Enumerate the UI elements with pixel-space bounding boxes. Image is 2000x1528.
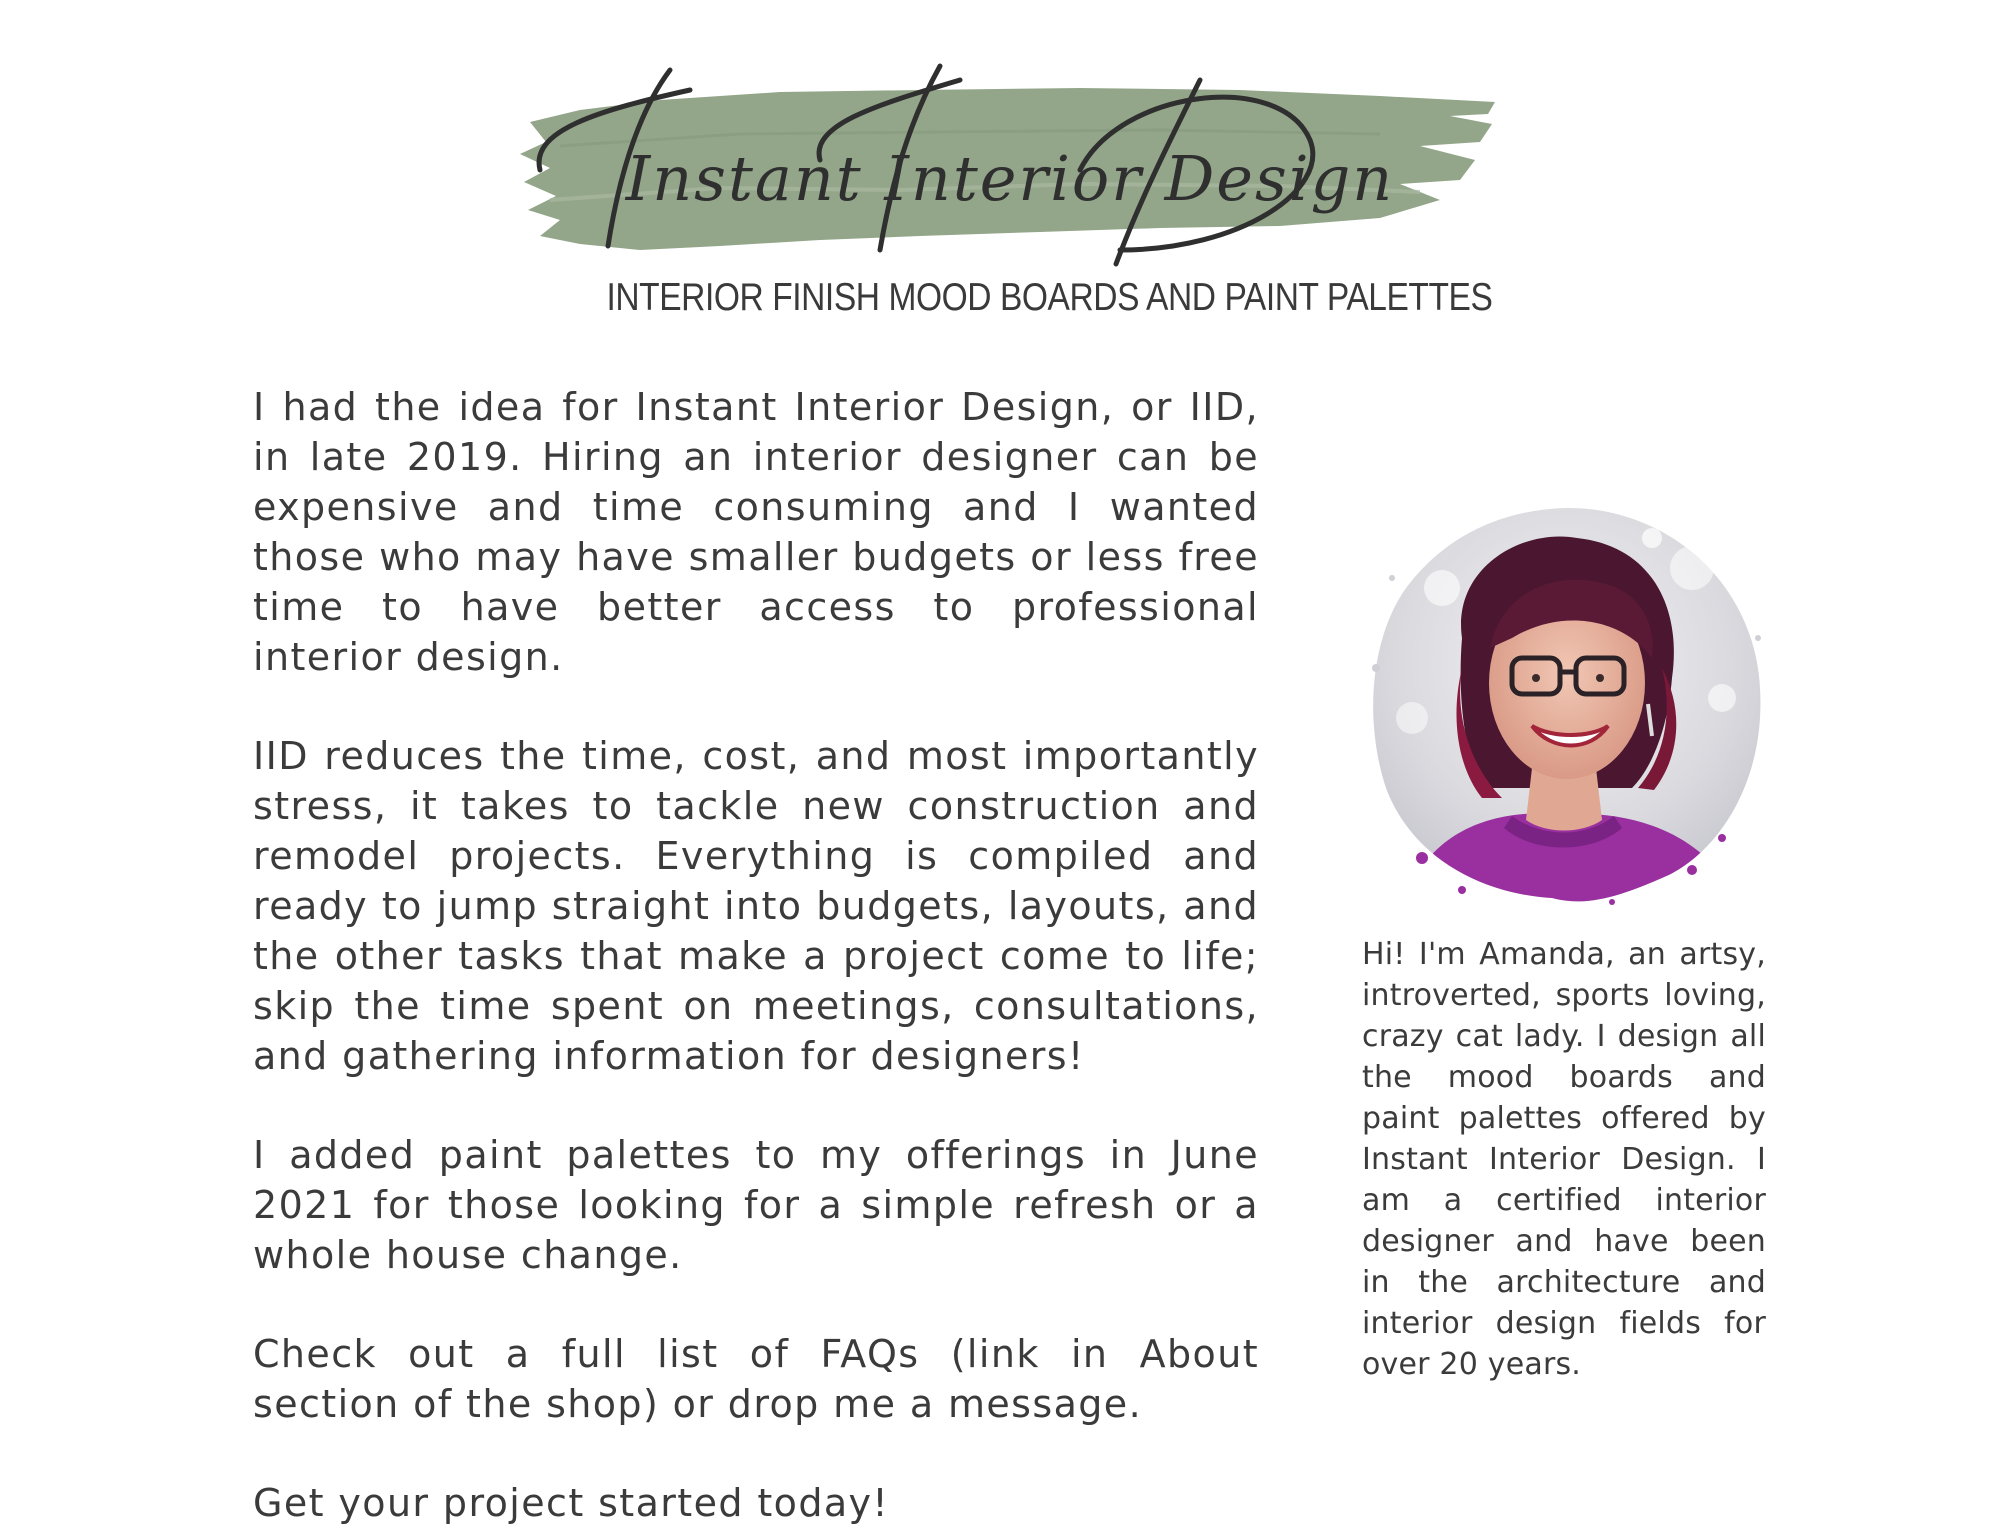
intro-text: [253, 382, 1259, 1528]
profile-photo: [1362, 498, 1768, 910]
intro-paragraph: IID reduces the time, cost, and most importantly stress, it takes to tackle new construction and remodel projects. Everything is compiled and ready to jump straight into budgets, layouts, and the other tasks that make a project come to life; skip the time spent on meetings, consultations, and gathering information for designers!: [253, 734, 1259, 1078]
bio-text: Hi! I'm Amanda, an artsy, introverted, sports loving, crazy cat lady. I design all the mood boards and paint palettes offered by Instant Interior Design. I am a certified interior designer and have been in the architecture and interior design fields for over 20 years.: [1362, 937, 1766, 1382]
intro-paragraph: Get your project started today!: [253, 1481, 890, 1525]
brand-logo: [520, 50, 1500, 280]
brand-logo-graphic: [520, 50, 1500, 280]
intro-paragraph: Check out a full list of FAQs (link in About section of the shop) or drop me a message.: [253, 1332, 1259, 1426]
logo-text: Instant Interior Design: [625, 142, 1395, 215]
intro-paragraph: I had the idea for Instant Interior Design, or IID, in late 2019. Hiring an interior designer can be expensive and time consuming and I wanted those who may have smaller budgets or less free time to have better access to professional interior design.: [253, 385, 1259, 679]
portrait-photo-icon: [1362, 498, 1768, 910]
tagline: INTERIOR FINISH MOOD BOARDS AND PAINT PALETTES: [606, 276, 1493, 319]
intro-paragraph: I added paint palettes to my offerings in June 2021 for those looking for a simple refresh or a whole house change.: [253, 1133, 1259, 1277]
